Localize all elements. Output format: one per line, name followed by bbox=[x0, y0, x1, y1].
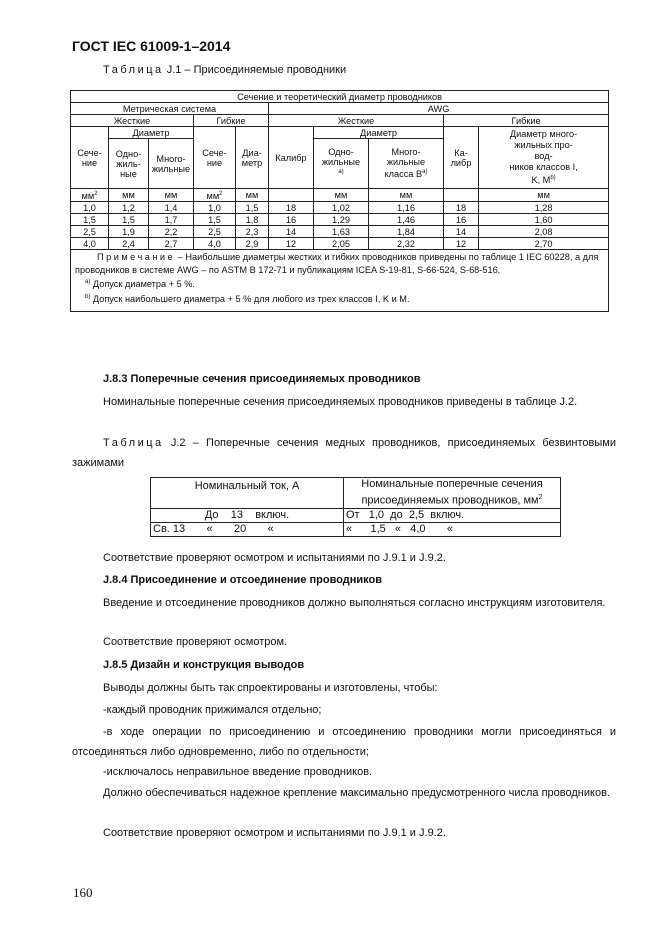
header-rigid-awg: Жесткие bbox=[269, 115, 444, 127]
section-j83-paragraph: Номинальные поперечные сечения присоединяемых проводников приведены в таблице J.2. bbox=[103, 396, 578, 408]
section-j84-paragraph: Введение и отсоединение проводников должно выполняться согласно инструкциям изготовителя. bbox=[103, 597, 606, 609]
header-single-core: Одно- жиль- ные bbox=[109, 139, 149, 189]
header-awg: AWG bbox=[269, 103, 609, 115]
header-rated-current: Номинальный ток, А bbox=[151, 478, 344, 509]
list-item: -каждый проводник прижимался отдельно; bbox=[103, 704, 322, 716]
table-note: Примечание – Наибольшие диаметры жестких и гибких проводников приведены по таблице 1 IEC 60228, а для проводников в системе AWG – по ASTM B 172-71 и публикациям ICEA S-19-81, S-66-524, S-68-516. $^{a)}$ Допуск диаметра + 5 %. $^{b)}$ Допуск наибольшего диаметра + 5 % для любого из трех классов I, K и M. bbox=[71, 250, 609, 312]
header-flexible-awg: Гибкие bbox=[444, 115, 609, 127]
header-single-awg: Одно- жильные $^{a)}$ bbox=[314, 139, 369, 189]
units-row: $мм^2$ мм мм $мм^2$ мм мм мм мм bbox=[71, 189, 609, 202]
table-row: До 13 включ. От 1,0 до 2,5 включ. bbox=[151, 508, 561, 522]
section-j84-check: Соответствие проверяют осмотром. bbox=[103, 636, 288, 648]
table-row: Св. 13 « 20 « « 1,5 « 4,0 « bbox=[151, 522, 561, 536]
table-row: 4,0 2,4 2,7 4,0 2,9 12 2,05 2,32 12 2,70 bbox=[71, 238, 609, 250]
header-multi-core: Много- жильные bbox=[149, 139, 194, 189]
footnote-b: $^{b)}$ Допуск наибольшего диаметра + 5 % для любого из трех классов I, K и M. bbox=[85, 293, 410, 304]
header-section-2: Сече- ние bbox=[194, 127, 236, 189]
table1-caption: Таблица J.1 – Присоединяемые проводники bbox=[103, 64, 347, 76]
list-item: -в ходе операции по присоединению и отсоединению проводники могли присоединяться и отсоединяться либо одновременно, либо по отдельности; bbox=[72, 726, 616, 758]
section-j85-intro: Выводы должны быть так спроектированы и изготовлены, чтобы: bbox=[103, 682, 438, 694]
table-row: 2,5 1,9 2,2 2,5 2,3 14 1,63 1,84 14 2,08 bbox=[71, 226, 609, 238]
list-item: -исключалось неправильное введение проводников. bbox=[103, 766, 373, 778]
table2-caption: Таблица J.2 – Поперечные сечения медных проводников, присоединяемых безвинтовыми зажимами bbox=[72, 437, 616, 469]
document-header: ГОСТ IEC 61009-1–2014 bbox=[72, 38, 231, 54]
header-nominal-section: Номинальные поперечные сечения присоединяемых проводников, $мм^2$ bbox=[344, 478, 561, 509]
conductor-table bbox=[70, 90, 609, 312]
header-diameter-awg: Диаметр bbox=[314, 127, 444, 139]
header-metric: Метрическая система bbox=[71, 103, 269, 115]
header-multi-awg: Много- жильные класса $B^{a)}$ bbox=[369, 139, 444, 189]
header-gauge-1: Калибр bbox=[269, 127, 314, 189]
page-number: 160 bbox=[73, 885, 93, 900]
header-section-1: Сече- ние bbox=[71, 127, 109, 189]
header-section-diameter: Сечение и теоретический диаметр проводников bbox=[71, 91, 609, 103]
compliance-after-table2: Соответствие проверяют осмотром и испытаниями по J.9.1 и J.9.2. bbox=[103, 552, 446, 564]
footnote-a: $^{a)}$ Допуск диаметра + 5 %. bbox=[85, 279, 195, 290]
header-flex-diameter: Диаметр много- жильных про- вод- ников классов I, K, $M^{b)}$ bbox=[479, 127, 609, 189]
table-row: 1,5 1,5 1,7 1,5 1,8 16 1,29 1,46 16 1,60 bbox=[71, 214, 609, 226]
section-j85-paragraph: Должно обеспечиваться надежное крепление максимально предусмотренного числа проводников. bbox=[103, 787, 610, 799]
header-diameter-flex: Диа- метр bbox=[236, 127, 269, 189]
section-j84-title: J.8.4 Присоединение и отсоединение проводников bbox=[103, 574, 383, 586]
copper-sections-table bbox=[150, 477, 561, 537]
section-j85-check: Соответствие проверяют осмотром и испытаниями по J.9.1 и J.9.2. bbox=[103, 827, 446, 839]
header-diameter: Диаметр bbox=[109, 127, 194, 139]
header-gauge-2: Ка- либр bbox=[444, 127, 479, 189]
header-flexible: Гибкие bbox=[194, 115, 269, 127]
table-row: 1,0 1,2 1,4 1,0 1,5 18 1,02 1,16 18 1,28 bbox=[71, 202, 609, 214]
header-rigid: Жесткие bbox=[71, 115, 194, 127]
section-j85-title: J.8.5 Дизайн и конструкция выводов bbox=[103, 659, 305, 671]
section-j83-title: J.8.3 Поперечные сечения присоединяемых проводников bbox=[103, 373, 421, 385]
